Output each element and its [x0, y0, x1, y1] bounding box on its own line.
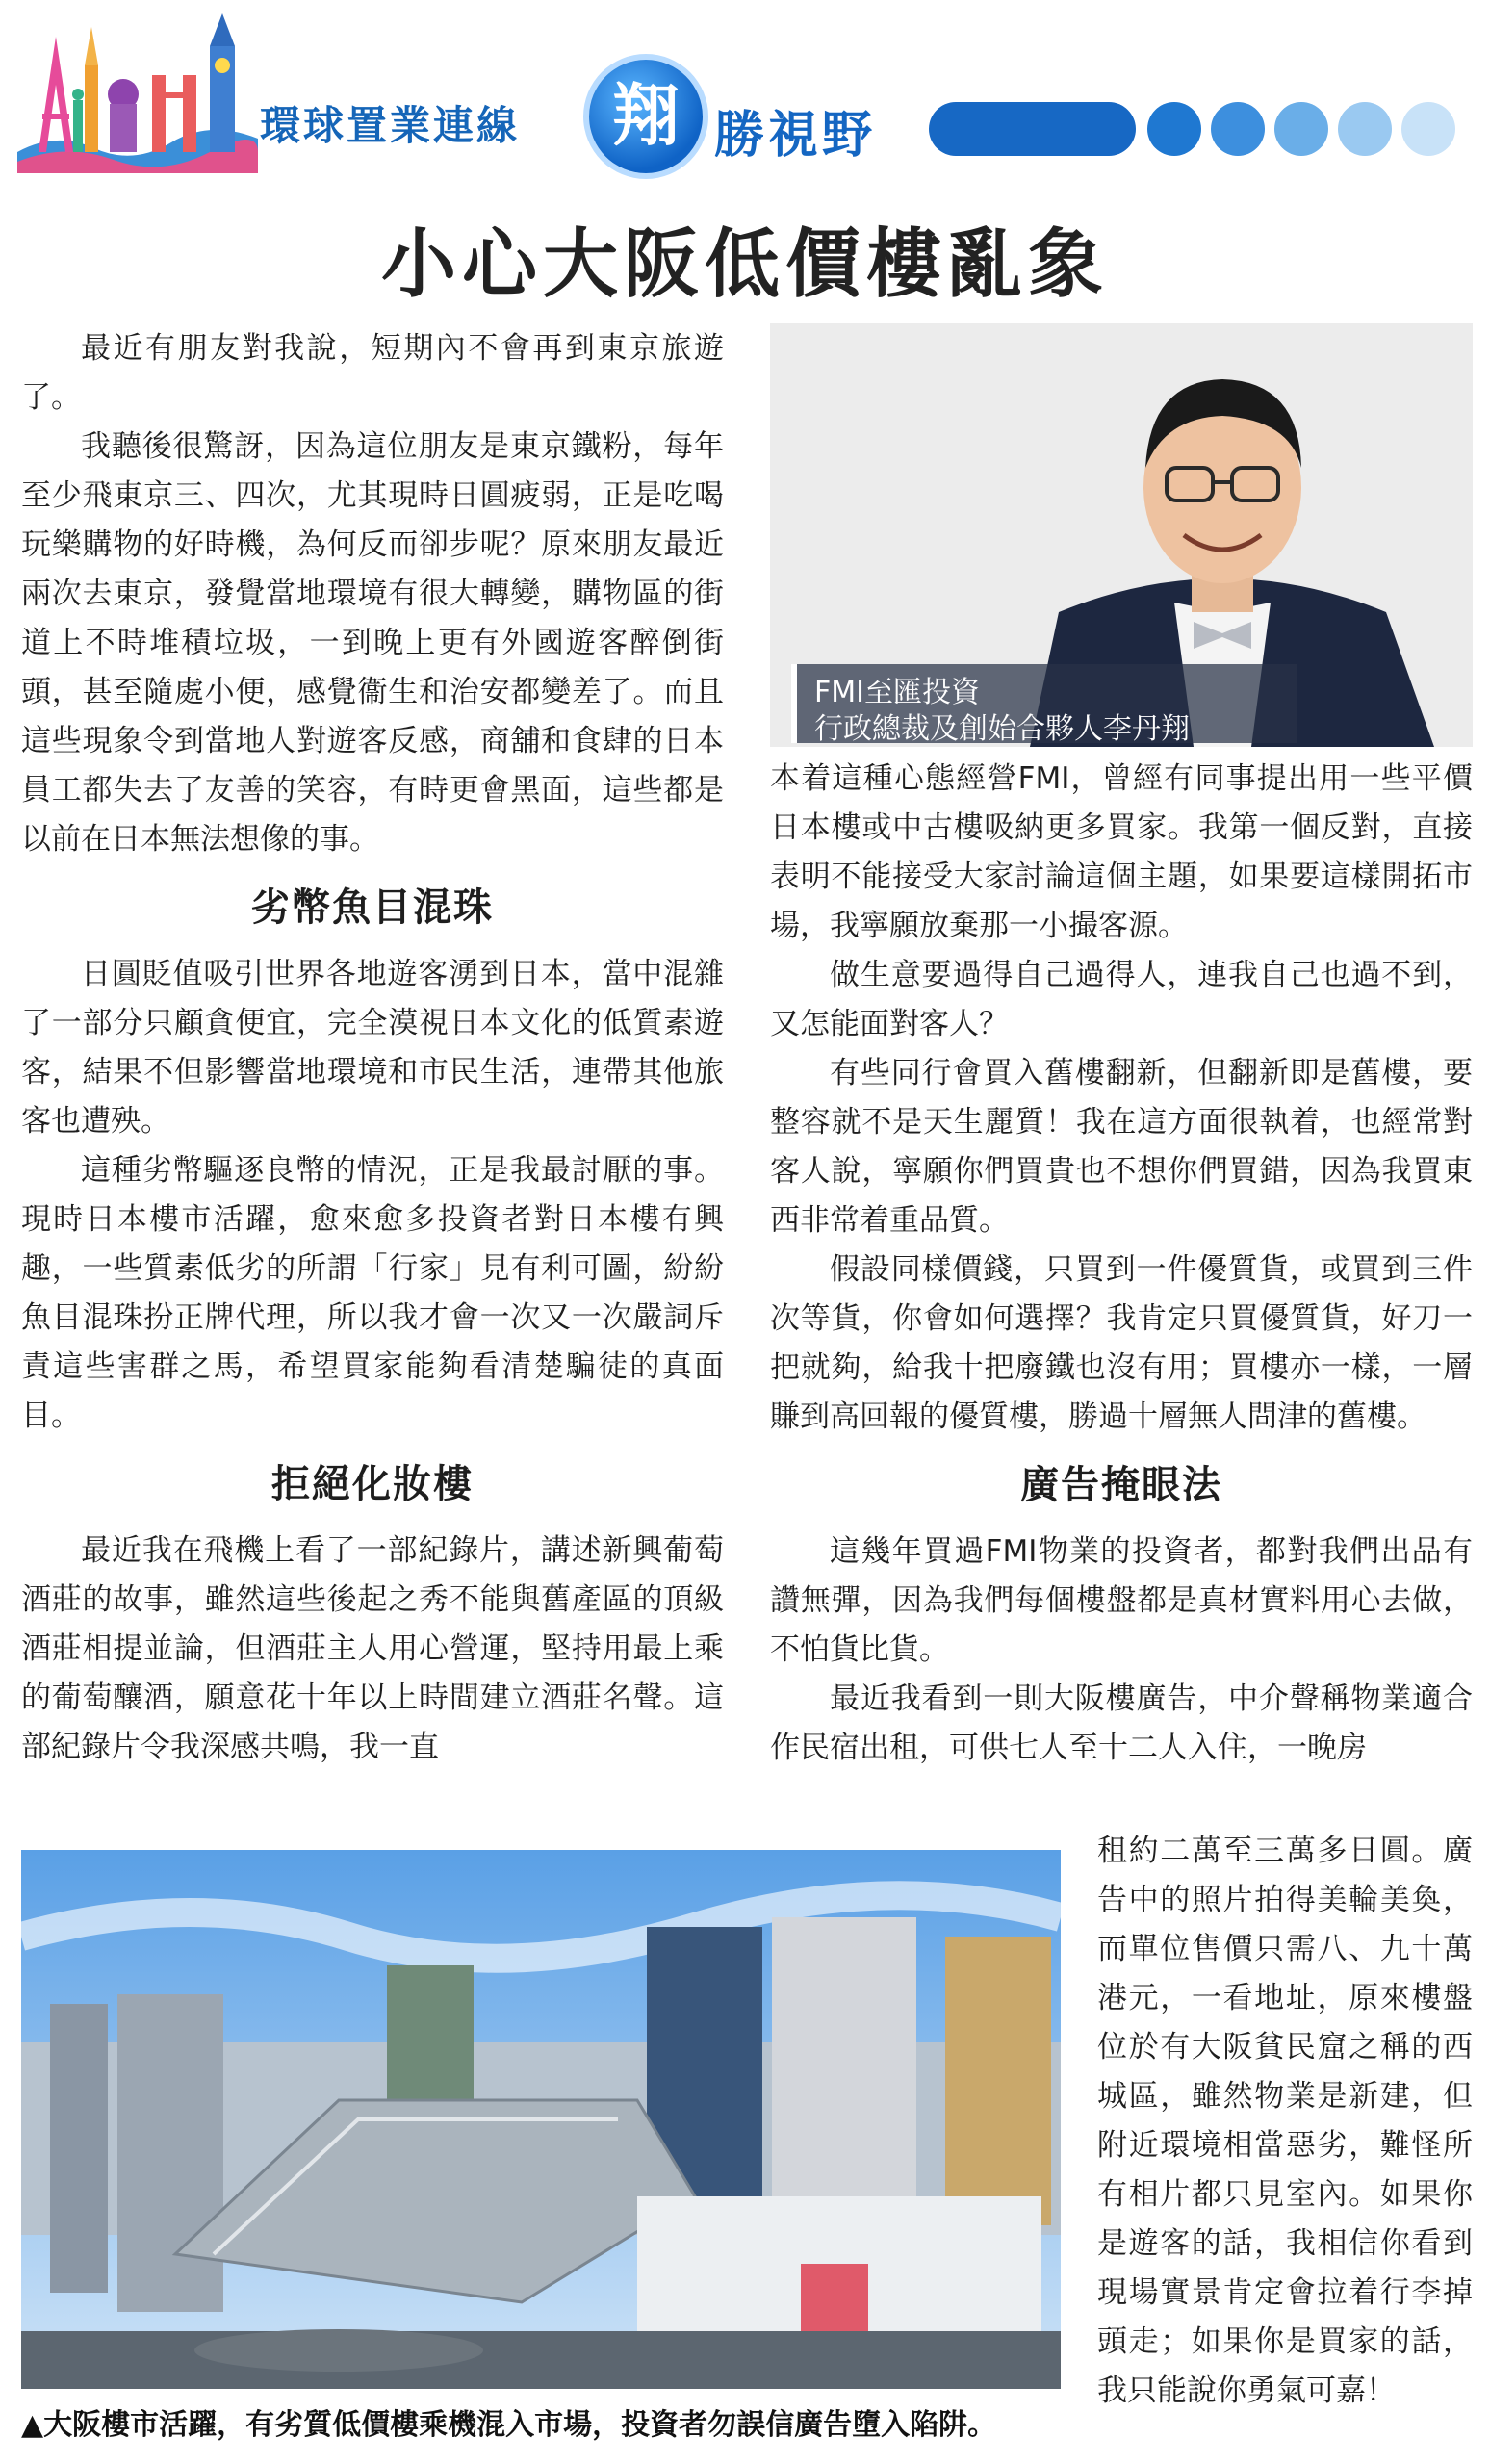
portrait-caption — [791, 664, 1297, 746]
brand-text: 勝視野 — [714, 107, 877, 165]
paragraph: 租約二萬至三萬多日圓。廣告中的照片拍得美輪美奐，而單位售價只需八、九十萬港元，一看地址，原來樓盤位於有大阪貧民窟之稱的西城區，雖然物業是新建，但附近環境相當惡劣，難怪所有相片都只見室內。如果你是遊客的話，我相信你看到現場實景肯定會拉着行李掉頭走；如果你是買家的話，我只能說你勇氣可嘉！ — [1097, 1834, 1473, 2408]
subheading: 拒絕化妝樓 — [271, 1462, 474, 1506]
column-name: 環球置業連線 — [260, 102, 521, 149]
decorative-dot — [1338, 102, 1392, 156]
decorative-dot — [1401, 102, 1455, 156]
decorative-dot — [1274, 102, 1328, 156]
paragraph: 做生意要過得自己過得人，連我自己也過不到，又怎能面對客人？ — [770, 958, 1473, 1041]
subheading: 劣幣魚目混珠 — [251, 886, 494, 930]
decorative-pill — [929, 102, 1136, 156]
paragraph: 最近我在飛機上看了一部紀錄片，講述新興葡萄酒莊的故事，雖然這些後起之秀不能與舊產區的頂級酒莊相提並論，但酒莊主人用心營運，堅持用最上乘的葡萄釀酒，願意花十年以上時間建立酒莊名聲。這部紀錄片令我深感共鳴，我一直 — [21, 1533, 724, 1764]
decorative-dot — [1147, 102, 1201, 156]
paragraph: 有些同行會買入舊樓翻新，但翻新即是舊樓，要整容就不是天生麗質！我在這方面很執着，也經常對客人說，寧願你們買貴也不想你們買錯，因為我買東西非常着重品質。 — [770, 1056, 1473, 1238]
caption-title: 行政總裁及創始合夥人李丹翔 — [814, 712, 1190, 746]
paragraph: 日圓貶值吸引世界各地遊客湧到日本，當中混雜了一部分只顧貪便宜，完全漠視日本文化的低質素遊客，結果不但影響當地環境和市民生活，連帶其他旅客也遭殃。 — [21, 957, 724, 1139]
left-column — [21, 324, 724, 1772]
caption-company: FMI至匯投資 — [814, 676, 980, 709]
page-header — [0, 0, 1490, 183]
paragraph: 這種劣幣驅逐良幣的情況，正是我最討厭的事。現時日本樓市活躍，愈來愈多投資者對日本樓有興趣，一些質素低劣的所謂「行家」見有利可圖，紛紛魚目混珠扮正牌代理，所以我才會一次又一次嚴詞斥責這些害群之馬，希望買家能夠看清楚騙徒的真面目。 — [21, 1153, 724, 1433]
paragraph: 假設同樣價錢，只買到一件優質貨，或買到三件次等貨，你會如何選擇？我肯定只買優質貨，好刀一把就夠，給我十把廢鐵也沒有用；買樓亦一樣，一層賺到高回報的優質樓，勝過十層無人問津的舊樓。 — [770, 1252, 1473, 1434]
paragraph: 本着這種心態經營FMI，曾經有同事提出用一些平價日本樓或中古樓吸納更多買家。我第一個反對，直接表明不能接受大家討論這個主題，如果要這樣開拓市場，我寧願放棄那一小撮客源。 — [770, 761, 1473, 943]
osaka-skyline-illustration — [21, 1850, 1061, 2389]
subheading: 廣告掩眼法 — [1020, 1463, 1222, 1507]
right-column-narrow — [1097, 1827, 1473, 2416]
paragraph: 最近我看到一則大阪樓廣告，中介聲稱物業適合作民宿出租，可供七人至十二人入住，一晚房 — [770, 1681, 1473, 1765]
decorative-dot — [1211, 102, 1265, 156]
world-skyline-logo — [17, 8, 258, 173]
paragraph: 我聽後很驚訝，因為這位朋友是東京鐵粉，每年至少飛東京三、四次，尤其現時日圓疲弱，正是吃喝玩樂購物的好時機，為何反而卻步呢？原來朋友最近兩次去東京，發覺當地環境有很大轉變，購物區的街道上不時堆積垃圾，一到晚上更有外國遊客醉倒街頭，甚至隨處小便，感覺衞生和治安都變差了。而且這些現象令到當地人對遊客反感，商舖和食肆的日本員工都失去了友善的笑容，有時更會黑面，這些都是以前在日本無法想像的事。 — [21, 429, 724, 857]
paragraph: 最近有朋友對我說，短期內不會再到東京旅遊了。 — [21, 331, 724, 415]
paragraph: 這幾年買過FMI物業的投資者，都對我們出品有讚無彈，因為我們每個樓盤都是真材實料用心去做，不怕貨比貨。 — [770, 1534, 1473, 1667]
osaka-cityscape-photo — [21, 1850, 1061, 2389]
brand-badge: 翔 — [589, 60, 703, 173]
right-column — [770, 755, 1473, 1773]
article-headline: 小心大阪低價樓亂象 — [380, 221, 1109, 308]
photo-caption: ▲大阪樓市活躍，有劣質低價樓乘機混入市場，投資者勿誤信廣告墮入陷阱。 — [21, 2408, 997, 2442]
